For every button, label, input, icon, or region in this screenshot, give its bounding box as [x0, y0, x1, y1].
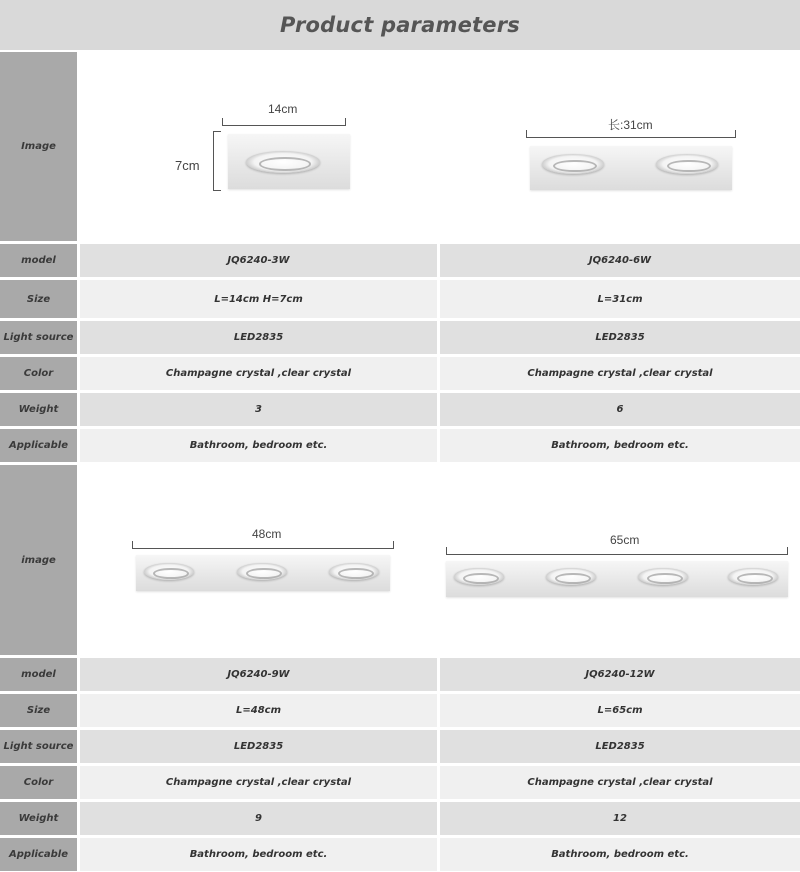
- row-label-applicable: Applicable: [0, 429, 77, 462]
- dimension-height-label: 7cm: [175, 158, 200, 173]
- cell-light-source: LED2835: [440, 321, 800, 354]
- row-model-top: [0, 244, 800, 277]
- row-weight-top: [0, 393, 800, 426]
- row-label-color: Color: [0, 357, 77, 390]
- lamp-light-disc: [728, 568, 778, 585]
- image-area-bottom: [80, 465, 800, 655]
- cell-size: L=31cm: [440, 280, 800, 318]
- cell-color: Champagne crystal ,clear crystal: [440, 357, 800, 390]
- dimension-width-label: 14cm: [268, 102, 298, 116]
- row-color-top: [0, 357, 800, 390]
- lamp-light-disc: [246, 151, 320, 173]
- cell-applicable: Bathroom, bedroom etc.: [440, 838, 800, 871]
- cell-light-source: LED2835: [80, 321, 437, 354]
- row-weight-bottom: [0, 802, 800, 835]
- cell-model: JQ6240-9W: [80, 658, 437, 691]
- cell-size: L=48cm: [80, 694, 437, 727]
- cell-color: Champagne crystal ,clear crystal: [80, 766, 437, 799]
- row-light-source-bottom: [0, 730, 800, 763]
- cell-size: L=65cm: [440, 694, 800, 727]
- cell-model: JQ6240-12W: [440, 658, 800, 691]
- row-color-bottom: [0, 766, 800, 799]
- row-size-top: [0, 280, 800, 318]
- cell-weight: 9: [80, 802, 437, 835]
- image-area-top: [80, 52, 800, 241]
- cell-model: JQ6240-3W: [80, 244, 437, 277]
- row-applicable-bottom: [0, 838, 800, 871]
- row-label-color: Color: [0, 766, 77, 799]
- row-label-weight: Weight: [0, 802, 77, 835]
- cell-size: L=14cm H=7cm: [80, 280, 437, 318]
- row-label-weight: Weight: [0, 393, 77, 426]
- lamp-light-disc: [638, 568, 688, 585]
- cell-weight: 12: [440, 802, 800, 835]
- cell-applicable: Bathroom, bedroom etc.: [80, 429, 437, 462]
- cell-color: Champagne crystal ,clear crystal: [440, 766, 800, 799]
- row-model-bottom: [0, 658, 800, 691]
- dimension-width-label: 长:31cm: [608, 118, 653, 132]
- image-row-bottom: [0, 465, 800, 655]
- cell-light-source: LED2835: [440, 730, 800, 763]
- cell-weight: 6: [440, 393, 800, 426]
- cell-applicable: Bathroom, bedroom etc.: [80, 838, 437, 871]
- dimension-line-width: [132, 541, 394, 549]
- image-row-top: [0, 52, 800, 241]
- row-light-source-top: [0, 321, 800, 354]
- row-label-size: Size: [0, 694, 77, 727]
- lamp-light-disc: [546, 568, 596, 585]
- lamp-light-disc: [144, 563, 194, 580]
- row-label-light-source: Light source: [0, 321, 77, 354]
- lamp-light-disc: [329, 563, 379, 580]
- row-label-model: model: [0, 658, 77, 691]
- dimension-width-label: 48cm: [252, 527, 282, 541]
- row-label-size: Size: [0, 280, 77, 318]
- lamp-light-disc: [542, 154, 604, 174]
- cell-weight: 3: [80, 393, 437, 426]
- lamp-light-disc: [454, 568, 504, 585]
- title-bar: [0, 0, 800, 50]
- lamp-light-disc: [656, 154, 718, 174]
- row-label-image: Image: [0, 52, 77, 241]
- dimension-line-width: [222, 118, 346, 126]
- cell-applicable: Bathroom, bedroom etc.: [440, 429, 800, 462]
- cell-color: Champagne crystal ,clear crystal: [80, 357, 437, 390]
- dimension-width-label: 65cm: [610, 533, 640, 547]
- dimension-line-height: [213, 131, 221, 191]
- row-label-image: image: [0, 465, 77, 655]
- row-label-applicable: Applicable: [0, 838, 77, 871]
- dimension-line-width: [446, 547, 788, 555]
- lamp-light-disc: [237, 563, 287, 580]
- cell-model: JQ6240-6W: [440, 244, 800, 277]
- row-label-light-source: Light source: [0, 730, 77, 763]
- row-applicable-top: [0, 429, 800, 462]
- page-title: Product parameters: [280, 13, 520, 37]
- row-label-model: model: [0, 244, 77, 277]
- row-size-bottom: [0, 694, 800, 727]
- cell-light-source: LED2835: [80, 730, 437, 763]
